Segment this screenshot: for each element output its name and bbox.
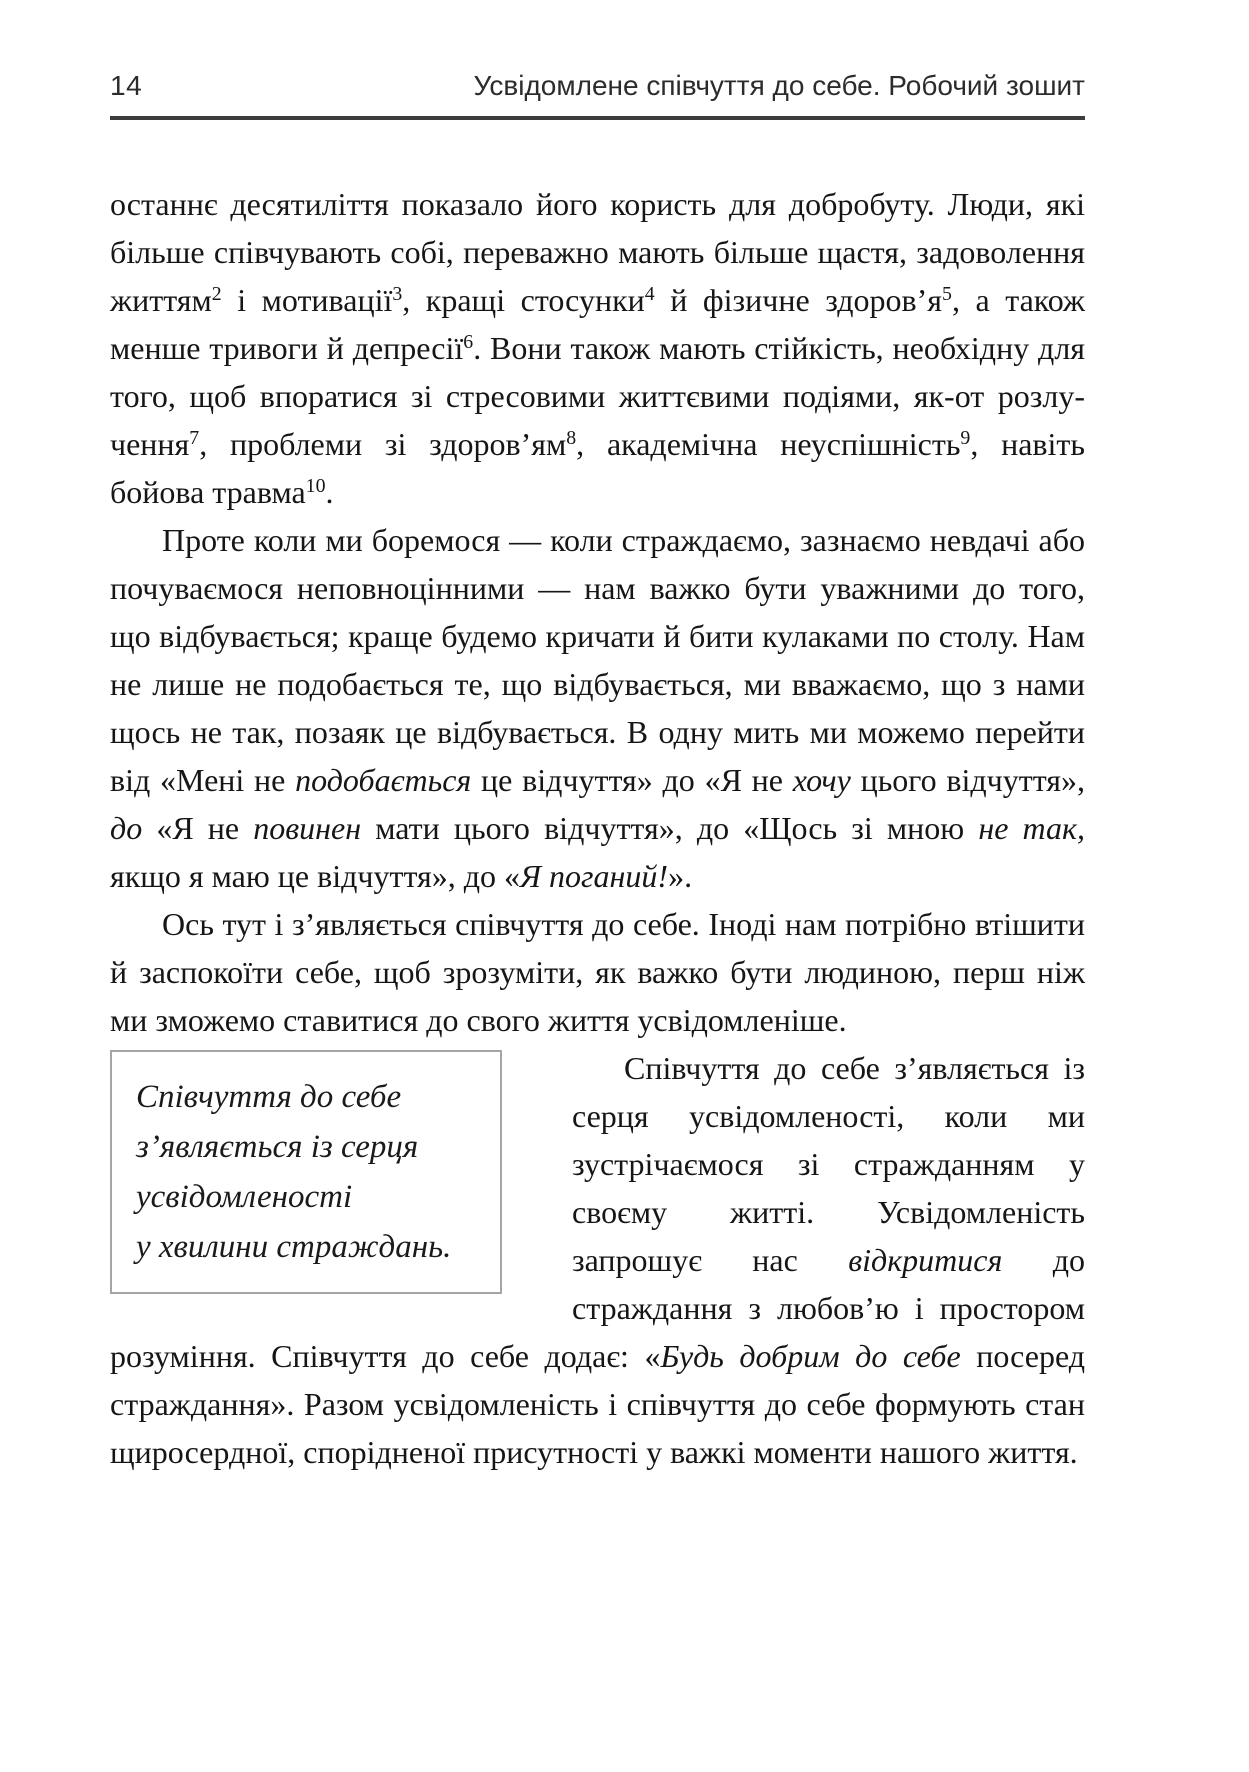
text-run: якщо я маю це відчуття», до « <box>110 858 521 894</box>
text-run: , академічна неуспішність <box>576 426 961 462</box>
footnote-ref: 6 <box>463 331 474 354</box>
paragraph-3-text-after-quote <box>637 1002 846 1038</box>
paragraph-2 <box>110 516 1085 900</box>
text-run: Проте коли ми боремося — коли страждаємо, зазнаємо невдачі або почуваємося неповноцінними — нам важко бути уважними до того, що відбувається; краще будемо кричати й бити кулаками по столу. Нам не лише не подобається те, що відбувається, ми вважаємо, що з нами щось не так, позаяк це відбувається. В одну мить ми можемо перейти від «Мені не <box>110 522 1085 798</box>
page-body <box>110 180 1085 1476</box>
text-run: до страждання з любов’ю і простором розуміння. Співчуття до себе додає: « <box>110 1242 1086 1374</box>
text-run: . Вони також мають стійкість, необхідну для того, щоб впоратися зі стресовими життєвими подіями, як-от розлучення <box>110 330 1086 462</box>
text-run: мати цього відчуття», до «Щось зі мною <box>361 810 979 846</box>
emphasis-text: не так, <box>978 810 1086 846</box>
text-run: цього відчуття», <box>850 762 1086 798</box>
pullquote-line: усвідомленості <box>136 1179 353 1215</box>
text-run: ». <box>668 858 693 894</box>
emphasis-text: Я поганий! <box>520 858 669 894</box>
pullquote-line: у хвилини страждань. <box>136 1229 452 1265</box>
header-rule <box>110 116 1085 120</box>
pullquote-line: з’являється із серця <box>136 1129 419 1165</box>
emphasis-text: Будь добрим до себе <box>660 1338 961 1374</box>
text-run: Ось тут і з’являється співчуття до себе. Іноді нам потрібно втішити й заспокоїти себе, щоб зрозуміти, як важко бути людиною, перш ніж ми зможемо ставитися до свого життя <box>110 906 1085 1038</box>
text-run: Співчуття до себе з’являється із серця усвідомленості, коли ми зустрічаємося зі стражданням у своєму житті. Усвідомленість запрошує нас <box>572 1050 1085 1278</box>
running-title: Усвідомлене співчуття до себе. Робочий зошит <box>473 70 1085 101</box>
page-number: 14 <box>110 70 143 101</box>
text-run: , навіть бойова травма <box>110 426 1085 510</box>
text-run: посеред страждання». Разом усвідомленість і співчуття до себе формують стан щиросердної, спорідненої присутності у важкі моменти нашого життя. <box>110 1338 1086 1470</box>
text-run: і мотивації <box>221 282 393 318</box>
footnote-ref: 10 <box>305 475 326 498</box>
text-run: це відчуття» до «Я не <box>471 762 793 798</box>
emphasis-text: подобається <box>295 762 472 798</box>
text-run: «Я не <box>142 810 254 846</box>
paragraph-1 <box>110 180 1085 516</box>
text-run: й фізичне здоров’я <box>654 282 943 318</box>
footnote-ref: 3 <box>392 283 403 306</box>
emphasis-text: повинен <box>253 810 362 846</box>
emphasis-text: до <box>110 810 143 846</box>
footnote-ref: 5 <box>942 283 952 306</box>
pullquote-line: Співчуття до себе <box>136 1079 402 1115</box>
pullquote-box <box>110 1050 502 1294</box>
emphasis-text: хочу <box>792 762 851 798</box>
footnote-ref: 8 <box>566 427 577 450</box>
footnote-ref: 7 <box>189 427 200 450</box>
text-run: . <box>325 474 334 510</box>
emphasis-text: відкритися <box>848 1242 1003 1278</box>
footnote-ref: 9 <box>960 427 971 450</box>
text-run: , кращі стосунки <box>402 282 645 318</box>
paragraph-3-text-before-quote <box>110 906 1085 1038</box>
text-run: , проблеми зі здоров’ям <box>199 426 567 462</box>
text-run: усвідомленіше. <box>637 1002 847 1038</box>
footnote-ref: 2 <box>211 283 222 306</box>
running-head <box>110 70 1085 102</box>
text-run: останнє десятиліття показало його користь для добробуту. Люди, які більше співчувають собі, переважно мають більше щастя, задоволення життям <box>110 186 1085 318</box>
footnote-ref: 4 <box>644 283 655 306</box>
text-run: , а також менше тривоги й депресії <box>110 282 1086 366</box>
